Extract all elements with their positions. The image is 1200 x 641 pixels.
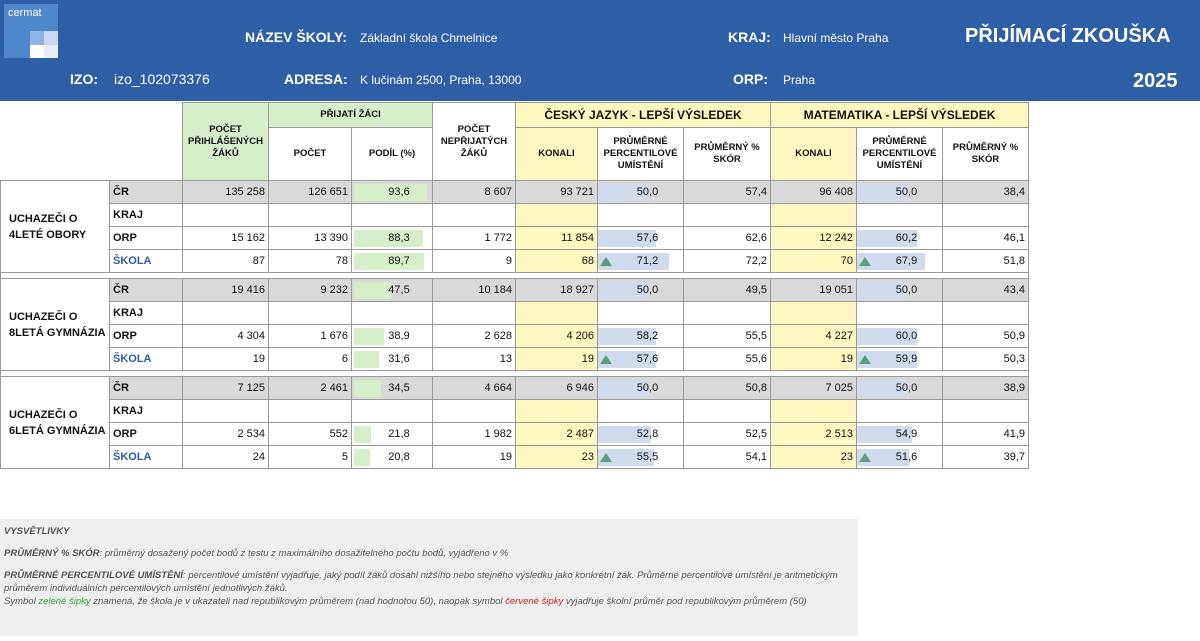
cell-admitted: 6 (269, 348, 352, 371)
cell-m-score: 41,9 (943, 423, 1029, 446)
col-m-percentile: PRŮMĚRNÉ PERCENTILOVÉ UMÍSTĚNÍ (857, 128, 943, 181)
cell-m-percentile: 59,9 (857, 348, 943, 371)
cell-not-admitted (433, 400, 516, 423)
region-label: KRAJ: (728, 29, 771, 45)
row-label: ŠKOLA (110, 250, 183, 273)
table-row (1, 250, 1029, 273)
cell-applicants: 15 162 (183, 227, 269, 250)
cell-cj-took (516, 204, 598, 227)
cell-admitted (269, 400, 352, 423)
group-title: UCHAZEČI O 8LETÁ GYMNÁZIA (1, 279, 110, 371)
legend-red-arrow: červené šipky (505, 596, 564, 607)
row-label: ŠKOLA (110, 348, 183, 371)
row-label: KRAJ (110, 400, 183, 423)
legend-symbols: Symbol zelené šipky znamená, že škola je v ukazateli nad republikovým průměrem (nad hodnotou 50), naopak symbol červené šipky vyjadřuje školní průměr pod republikovým průměrem (50) (4, 596, 807, 607)
cell-m-percentile: 60,0 (857, 325, 943, 348)
cell-applicants: 135 258 (183, 181, 269, 204)
cell-m-score: 50,3 (943, 348, 1029, 371)
cell-m-score (943, 302, 1029, 325)
cell-m-score: 50,9 (943, 325, 1029, 348)
cell-cj-score: 72,2 (684, 250, 771, 273)
cell-cj-score (684, 400, 771, 423)
cell-admitted-share: 21,8 (352, 423, 433, 446)
izo-label: IZO: (70, 71, 98, 87)
cell-admitted-share: 88,3 (352, 227, 433, 250)
orp-value: Praha (783, 73, 816, 87)
table-row (1, 348, 1029, 371)
cell-m-took: 7 025 (771, 377, 857, 400)
cell-m-score: 38,4 (943, 181, 1029, 204)
cell-m-took: 96 408 (771, 181, 857, 204)
legend-green-arrow: zelené šipky (38, 596, 91, 607)
cell-m-took: 4 227 (771, 325, 857, 348)
cell-not-admitted: 1 772 (433, 227, 516, 250)
cell-not-admitted: 13 (433, 348, 516, 371)
group-title: UCHAZEČI O 6LETÁ GYMNÁZIA (1, 377, 110, 469)
cell-cj-score: 50,8 (684, 377, 771, 400)
results-table (0, 102, 1029, 469)
cell-m-score: 38,9 (943, 377, 1029, 400)
row-label: ŠKOLA (110, 446, 183, 469)
cell-admitted-share (352, 302, 433, 325)
cell-m-percentile (857, 302, 943, 325)
cell-admitted-share: 47,5 (352, 279, 433, 302)
cell-m-score: 46,1 (943, 227, 1029, 250)
cell-cj-took: 68 (516, 250, 598, 273)
cermat-logo (4, 4, 58, 58)
cell-cj-percentile: 50,0 (598, 181, 684, 204)
cell-cj-took: 6 946 (516, 377, 598, 400)
row-label: ORP (110, 227, 183, 250)
cell-cj-score: 55,5 (684, 325, 771, 348)
cell-m-took: 23 (771, 446, 857, 469)
cell-admitted: 1 676 (269, 325, 352, 348)
cell-cj-score: 49,5 (684, 279, 771, 302)
table-row (1, 446, 1029, 469)
cell-admitted-share: 89,7 (352, 250, 433, 273)
cell-m-percentile: 60,2 (857, 227, 943, 250)
report-header (0, 0, 1200, 101)
cell-cj-took (516, 302, 598, 325)
legend-title: VYSVĚTLIVKY (4, 526, 70, 537)
col-admitted-count: POČET (269, 128, 352, 181)
group-title: UCHAZEČI O 4LETÉ OBORY (1, 181, 110, 273)
cell-m-percentile: 51,6 (857, 446, 943, 469)
cell-cj-percentile (598, 204, 684, 227)
col-math: MATEMATIKA - LEPŠÍ VÝSLEDEK (771, 103, 1029, 128)
cell-not-admitted: 2 628 (433, 325, 516, 348)
cell-m-took: 12 242 (771, 227, 857, 250)
cell-m-percentile (857, 204, 943, 227)
cell-cj-score: 55,6 (684, 348, 771, 371)
cell-cj-percentile: 50,0 (598, 377, 684, 400)
cell-applicants: 4 304 (183, 325, 269, 348)
cell-admitted-share (352, 204, 433, 227)
cell-cj-percentile: 71,2 (598, 250, 684, 273)
cell-m-percentile (857, 400, 943, 423)
cell-admitted-share: 20,8 (352, 446, 433, 469)
cell-m-took (771, 400, 857, 423)
cell-cj-took (516, 400, 598, 423)
cell-admitted: 2 461 (269, 377, 352, 400)
cell-applicants (183, 400, 269, 423)
cell-m-took (771, 204, 857, 227)
address-label: ADRESA: (284, 71, 348, 87)
cell-admitted: 126 651 (269, 181, 352, 204)
row-label: ČR (110, 279, 183, 302)
cell-cj-percentile: 52,8 (598, 423, 684, 446)
cell-applicants (183, 204, 269, 227)
report-year: 2025 (1133, 70, 1178, 92)
row-label: KRAJ (110, 204, 183, 227)
cell-admitted-share: 31,6 (352, 348, 433, 371)
cell-admitted: 9 232 (269, 279, 352, 302)
cell-cj-score: 62,6 (684, 227, 771, 250)
cell-not-admitted: 1 982 (433, 423, 516, 446)
cell-cj-percentile: 50,0 (598, 279, 684, 302)
cell-not-admitted: 10 184 (433, 279, 516, 302)
col-czech: ČESKÝ JAZYK - LEPŠÍ VÝSLEDEK (516, 103, 771, 128)
cell-m-took: 19 051 (771, 279, 857, 302)
cell-m-score: 51,8 (943, 250, 1029, 273)
cell-cj-percentile: 57,6 (598, 227, 684, 250)
cell-cj-percentile: 55,5 (598, 446, 684, 469)
col-m-took: KONALI (771, 128, 857, 181)
cell-m-score: 43,4 (943, 279, 1029, 302)
cell-admitted: 13 390 (269, 227, 352, 250)
table-row (1, 423, 1029, 446)
row-label: KRAJ (110, 302, 183, 325)
row-label: ORP (110, 325, 183, 348)
row-label: ČR (110, 377, 183, 400)
school-name-value: Základní škola Chmelnice (360, 31, 498, 45)
cell-cj-took: 93 721 (516, 181, 598, 204)
cell-cj-score: 52,5 (684, 423, 771, 446)
cell-not-admitted (433, 302, 516, 325)
cell-m-percentile: 50,0 (857, 181, 943, 204)
cell-m-percentile: 50,0 (857, 377, 943, 400)
table-row (1, 227, 1029, 250)
cell-cj-percentile (598, 302, 684, 325)
region-value: Hlavní město Praha (783, 31, 889, 45)
cell-applicants: 7 125 (183, 377, 269, 400)
col-admitted: PŘIJATÍ ŽÁCI (269, 103, 433, 128)
cell-admitted: 78 (269, 250, 352, 273)
cell-admitted-share: 34,5 (352, 377, 433, 400)
cell-cj-took: 4 206 (516, 325, 598, 348)
cell-cj-score (684, 204, 771, 227)
cell-m-took: 2 513 (771, 423, 857, 446)
cell-m-score (943, 400, 1029, 423)
cell-applicants: 19 416 (183, 279, 269, 302)
cell-admitted-share (352, 400, 433, 423)
address-value: K lučinám 2500, Praha, 13000 (360, 73, 522, 87)
legend-box (0, 519, 858, 636)
cell-not-admitted: 19 (433, 446, 516, 469)
table-row (1, 181, 1029, 204)
cell-cj-score: 57,4 (684, 181, 771, 204)
cell-cj-took: 23 (516, 446, 598, 469)
cell-applicants: 24 (183, 446, 269, 469)
table-row (1, 377, 1029, 400)
cell-cj-score: 54,1 (684, 446, 771, 469)
cell-m-percentile: 50,0 (857, 279, 943, 302)
cell-admitted (269, 302, 352, 325)
cell-admitted-share: 93,6 (352, 181, 433, 204)
cell-not-admitted: 4 664 (433, 377, 516, 400)
cell-applicants: 87 (183, 250, 269, 273)
cell-m-percentile: 54,9 (857, 423, 943, 446)
table-row (1, 400, 1029, 423)
cell-cj-percentile: 58,2 (598, 325, 684, 348)
row-label: ORP (110, 423, 183, 446)
logo-text: cermat (8, 7, 42, 19)
cell-m-took (771, 302, 857, 325)
cell-cj-took: 11 854 (516, 227, 598, 250)
izo-value: izo_102073376 (114, 71, 210, 87)
school-name-label: NÁZEV ŠKOLY: (245, 29, 347, 45)
col-m-avg-score: PRŮMĚRNÝ % SKÓR (943, 128, 1029, 181)
table-row (1, 325, 1029, 348)
cell-not-admitted (433, 204, 516, 227)
cell-cj-percentile (598, 400, 684, 423)
row-label: ČR (110, 181, 183, 204)
cell-admitted-share: 38,9 (352, 325, 433, 348)
col-not-admitted: POČET NEPŘIJATÝCH ŽÁKŮ (433, 103, 516, 181)
col-applicants: POČET PŘIHLÁŠENÝCH ŽÁKŮ (183, 103, 269, 181)
table-row (1, 302, 1029, 325)
cell-applicants: 2 534 (183, 423, 269, 446)
cell-not-admitted: 9 (433, 250, 516, 273)
cell-m-score (943, 204, 1029, 227)
legend-score: PRŮMĚRNÝ % SKÓR: průměrný dosažený počet bodů z testu z maximálního dosažitelného počtu bodů, vyjádřeno v % (4, 548, 509, 559)
col-cj-percentile: PRŮMĚRNÉ PERCENTILOVÉ UMÍSTĚNÍ (598, 128, 684, 181)
orp-label: ORP: (733, 71, 768, 87)
cell-cj-took: 18 927 (516, 279, 598, 302)
legend-percentile: PRŮMĚRNÉ PERCENTILOVÉ UMÍSTĚNÍ: percentilové umístění vyjadřuje, jaký podíl žáků dosáhl nižšího nebo stejného výsledku jako konkrétní žák. Průměrné percentilové umístění je aritmetickým průměrem individuálních percentilových umístění jednotlivých žáků. (4, 570, 838, 594)
cell-m-percentile: 67,9 (857, 250, 943, 273)
cell-m-took: 70 (771, 250, 857, 273)
cell-m-score: 39,7 (943, 446, 1029, 469)
cell-cj-score (684, 302, 771, 325)
table-row (1, 279, 1029, 302)
cell-admitted: 5 (269, 446, 352, 469)
col-admitted-share: PODÍL (%) (352, 128, 433, 181)
cell-applicants: 19 (183, 348, 269, 371)
col-cj-avg-score: PRŮMĚRNÝ % SKÓR (684, 128, 771, 181)
cell-not-admitted: 8 607 (433, 181, 516, 204)
cell-admitted: 552 (269, 423, 352, 446)
cell-cj-percentile: 57,6 (598, 348, 684, 371)
cell-applicants (183, 302, 269, 325)
col-cj-took: KONALI (516, 128, 598, 181)
table-row (1, 204, 1029, 227)
cell-m-took: 19 (771, 348, 857, 371)
cell-cj-took: 19 (516, 348, 598, 371)
cell-admitted (269, 204, 352, 227)
report-title: PŘIJÍMACÍ ZKOUŠKA (965, 25, 1171, 47)
cell-cj-took: 2 487 (516, 423, 598, 446)
